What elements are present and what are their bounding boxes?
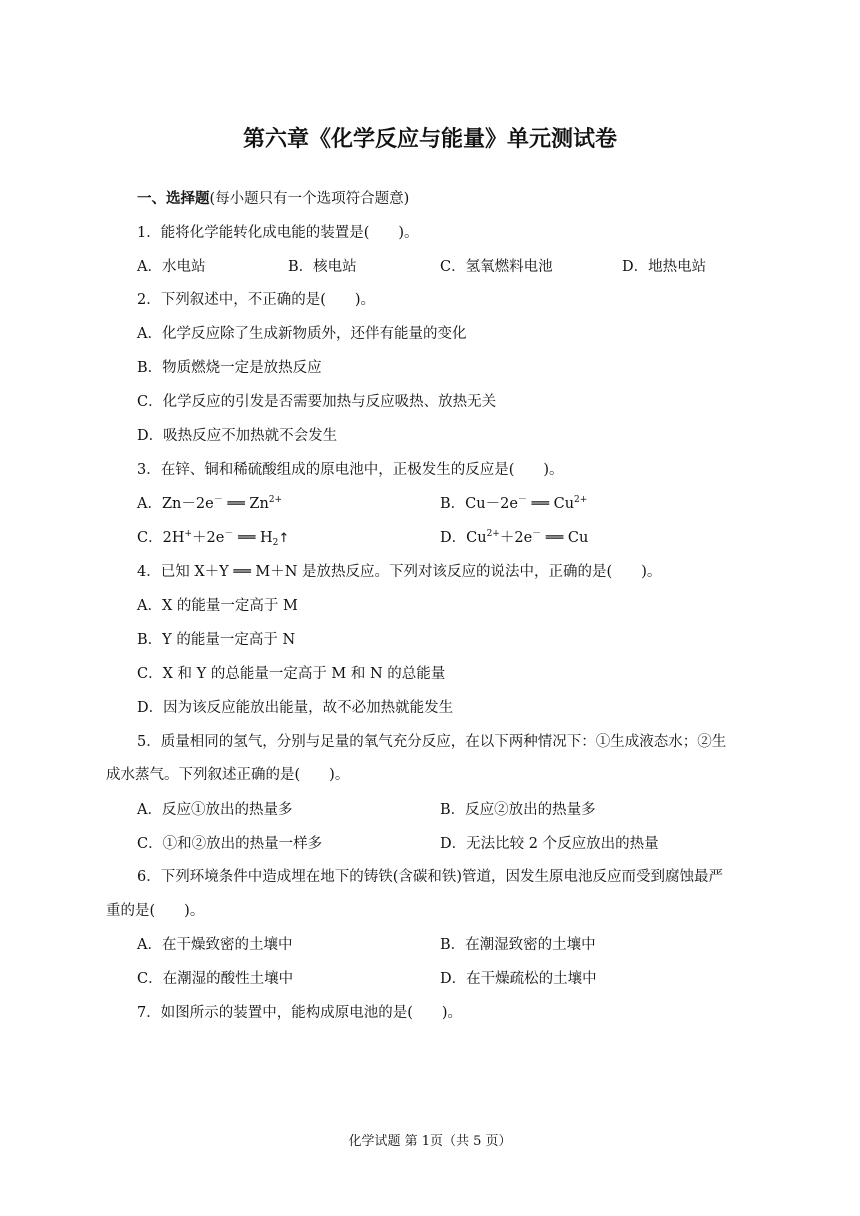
question-4-option-d: D．因为该反应能放出能量，故不必加热就能发生: [137, 700, 454, 716]
question-1-option-b: B．核电站: [288, 259, 357, 275]
question-4-option-c: C．X 和 Y 的总能量一定高于 M 和 N 的总能量: [137, 666, 446, 682]
question-3-option-a: A．Zn－2e－ ══ $Zn^{2+}$: [137, 495, 283, 512]
question-4-stem: 4．已知 X＋Y ══ M＋N 是放热反应。下列对该反应的说法中，正确的是( )。: [137, 564, 662, 580]
question-6-option-c: C．在潮湿的酸性土壤中: [137, 971, 294, 987]
question-5-option-c: C．①和②放出的热量一样多: [137, 836, 323, 852]
question-2-option-a: A．化学反应除了生成新物质外，还伴有能量的变化: [137, 326, 467, 342]
question-5-option-a: A．反应①放出的热量多: [137, 802, 293, 818]
section-heading: [137, 190, 409, 208]
question-3-stem: 3．在锌、铜和稀硫酸组成的原电池中，正极发生的反应是( )。: [137, 462, 564, 478]
question-2-option-b: B．物质燃烧一定是放热反应: [137, 360, 322, 376]
section-note: (每小题只有一个选项符合题意): [209, 191, 410, 207]
question-4-option-a: A．X 的能量一定高于 M: [137, 598, 298, 614]
question-3-option-c: C．2H+＋2e－ ══ $H_2↑$: [137, 529, 290, 548]
question-1-option-d: D．地热电站: [622, 259, 707, 275]
page-footer: 化学试题 第 1页（共 5 页）: [348, 1134, 512, 1149]
question-3-option-d: D．$Cu^{2+}+2e^-$ ══ Cu: [440, 529, 589, 546]
section-title: 一、选择题: [137, 191, 210, 207]
question-4-option-b: B．Y 的能量一定高于 N: [137, 632, 296, 648]
question-2-option-d: D．吸热反应不加热就不会发生: [137, 428, 338, 444]
question-5-option-d: D．无法比较 2 个反应放出的热量: [440, 836, 659, 852]
question-1-stem: 1．能将化学能转化成电能的装置是( )。: [137, 225, 419, 241]
question-1-option-a: A．水电站: [137, 259, 206, 275]
question-1-option-c: C．氢氧燃料电池: [440, 259, 553, 275]
question-6-option-a: A．在干燥致密的土壤中: [137, 937, 293, 953]
question-7-stem: 7．如图所示的装置中，能构成原电池的是( )。: [137, 1005, 463, 1021]
question-5-stem-line1: 5．质量相同的氢气，分别与足量的氧气充分反应，在以下两种情况下：①生成液态水；②生: [137, 734, 727, 750]
question-6-option-d: D．在干燥疏松的土壤中: [440, 971, 597, 987]
question-6-option-b: B．在潮湿致密的土壤中: [440, 937, 596, 953]
question-2-option-c: C．化学反应的引发是否需要加热与反应吸热、放热无关: [137, 394, 497, 410]
question-5-stem-line2: 成水蒸气。下列叙述正确的是( )。: [106, 767, 350, 783]
question-5-option-b: B．反应②放出的热量多: [440, 802, 596, 818]
question-2-stem: 2．下列叙述中，不正确的是( )。: [137, 292, 376, 308]
question-3-option-b: B．Cu－2e－ ══ $Cu^{2+}$: [440, 495, 588, 512]
gas-arrow-icon: ↑: [278, 531, 290, 546]
question-6-stem-line2: 重的是( )。: [106, 903, 205, 919]
page-title: 第六章《化学反应与能量》单元测试卷: [242, 127, 617, 152]
question-6-stem-line1: 6．下列环境条件中造成埋在地下的铸铁(含碳和铁)管道，因发生原电池反应而受到腐蚀最严: [137, 869, 724, 885]
